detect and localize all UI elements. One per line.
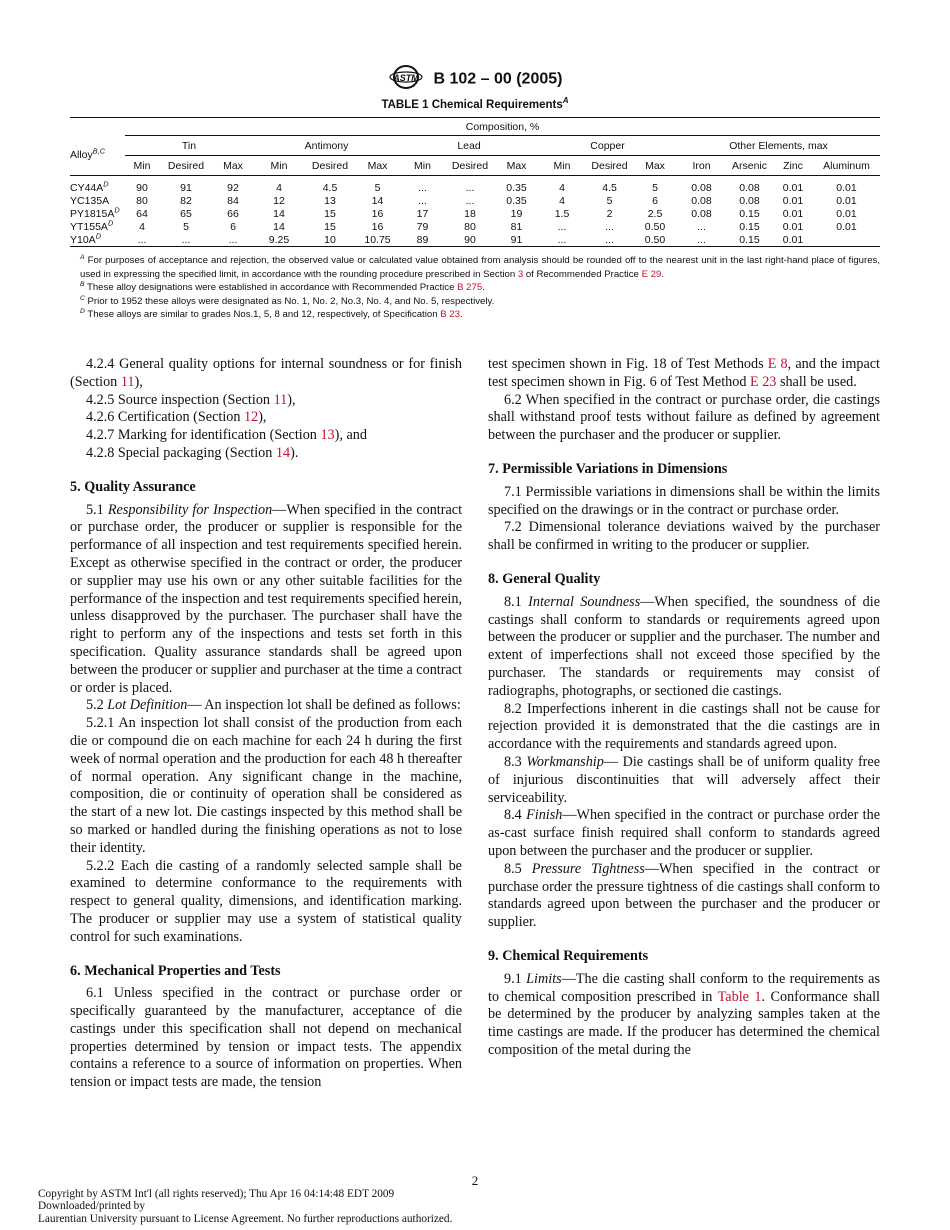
value-cell: ... [605, 221, 614, 233]
e23-link[interactable]: E 23 [749, 373, 777, 390]
para-5-2-1: 5.2.1 An inspection lot shall consist of the production from each die or compound die on each machine for each 24 h during the first week of normal operation and the production for each 48 h thereafter of normal operation. Any significant change in the machine, composition, die or continuity of operation shall be considered as the start of a new lot. Die castings inspected by this method shall be so marked or handled during the finishing operations as not to lose their identity. [70, 715, 462, 856]
value-cell: 0.01 [782, 195, 804, 207]
subheader-cell: Iron [692, 159, 711, 172]
subheader-cell: Arsenic [731, 159, 767, 172]
para-4-2-4: 4.2.4 General quality options for internal soundness or for finish (Section 11), [70, 356, 462, 390]
para-8-1: 8.1 Internal Soundness—When specified, the soundness of die castings shall conform to standards or requirements agreed upon between the producer or supplier and the purchaser. The number and extent of imperfections shall not exceed those specified by the purchaser. The standards or requirements may consist of radiographs, photographs, or sectioned die castings. [488, 593, 880, 699]
alloy-cell [70, 231, 125, 247]
value-cell: ... [418, 195, 427, 207]
value-cell: ... [557, 233, 567, 246]
para-6-1-continued: test specimen shown in Fig. 18 of Test Methods E 8, and the impact test specimen shown in Fig. 6 of Test Method E 23 shall be used. [488, 356, 880, 390]
value-cell: 0.35 [506, 182, 527, 195]
para-9-1: 9.1 Limits—The die casting shall conform to the requirements as to chemical composition prescribed in Table 1. Conformance shall be determined by the producer by analyzing samples taken at the time castings are made. If the producer has determined the chemical composition of the metal during the [488, 970, 881, 1058]
composition-header: Composition, % [125, 118, 880, 136]
value-cell: 5 [374, 182, 381, 195]
subheader-cell: Max [367, 159, 388, 172]
subheader-cell: Min [414, 159, 431, 172]
value-cell: 0.08 [691, 195, 712, 207]
para-8-2: 8.2 Imperfections inherent in die castings shall not be cause for rejection provided it is demonstrated that the die castings are in accordance with the requirements and standards agreed upon. [488, 700, 880, 753]
para-4-2-8: 4.2.8 Special packaging (Section 14). [86, 444, 299, 461]
value-cell: ... [697, 221, 706, 233]
svg-text:ASTM: ASTM [392, 73, 419, 83]
heading-chemical-requirements: 9. Chemical Requirements [488, 947, 649, 964]
value-cell: 0.35 [506, 195, 527, 207]
group-antimony: Antimony [253, 136, 400, 156]
value-cell: 18 [464, 208, 476, 220]
subheader-cell: Desired [311, 159, 349, 172]
page-header [0, 64, 950, 95]
subheader-cell: Max [223, 159, 243, 172]
value-cell: 12 [273, 195, 285, 207]
alloy-name: Y10A [70, 233, 96, 246]
e8-link[interactable]: E 8 [767, 356, 788, 372]
table-row [70, 234, 880, 247]
value-cell: 0.08 [739, 182, 760, 195]
value-cell: 0.01 [836, 208, 857, 220]
para-4-2-7: 4.2.7 Marking for identification (Section 13), and [86, 427, 367, 444]
subheader-cell: Desired [591, 159, 628, 172]
value-cell: ... [137, 233, 147, 246]
subheader-cell: Aluminum [823, 159, 870, 172]
alloy-cell [70, 205, 125, 221]
value-cell: 0.01 [836, 182, 857, 195]
alloy-name: PY1815A [70, 208, 115, 220]
value-cell: 0.01 [836, 195, 857, 207]
value-cell: 0.01 [782, 182, 804, 195]
value-cell: 91 [180, 182, 192, 195]
heading-quality-assurance: 5. Quality Assurance [70, 478, 196, 495]
download-line: Downloaded/printed by [38, 1200, 145, 1213]
value-cell: 89 [416, 233, 429, 246]
value-cell: 5 [652, 182, 658, 195]
value-cell: 1.5 [554, 208, 570, 220]
subheader-cell: Max [645, 159, 665, 172]
value-cell: 91 [510, 233, 523, 246]
value-cell: 4 [559, 182, 565, 195]
value-cell: 0.15 [739, 233, 760, 246]
value-cell: 92 [227, 182, 239, 195]
value-cell: 16 [371, 221, 384, 233]
value-cell: 10.75 [364, 233, 391, 246]
value-cell: ... [465, 195, 475, 207]
para-8-4: 8.4 Finish—When specified in the contract or purchase order the as-cast surface finish required shall conform to standards agreed upon between the purchaser and the producer or supplier. [488, 807, 880, 859]
value-cell: 15 [324, 208, 336, 220]
license-line: Laurentian University pursuant to License Agreement. No further reproductions authorized. [38, 1212, 453, 1225]
section-11-link[interactable]: 11 [120, 373, 135, 390]
footnote-c: $^C$ Prior to 1952 these alloys were designated as No. 1, No. 2, No.3, No. 4, and No. 5, respectively. [80, 294, 495, 307]
para-4-2-6: 4.2.6 Certification (Section 12), [86, 409, 267, 426]
section-13-link[interactable]: 13 [320, 427, 335, 444]
para-7-2: 7.2 Dimensional tolerance deviations waived by the purchaser shall be confirmed in writing to the producer or supplier. [488, 519, 880, 554]
value-cell: 6 [230, 221, 236, 233]
table-row [70, 176, 880, 195]
value-cell: ... [418, 182, 427, 195]
value-cell: 82 [180, 195, 192, 207]
value-cell: 90 [136, 182, 148, 195]
page-number: 2 [471, 1173, 479, 1188]
value-cell: 81 [510, 221, 523, 233]
para-8-5: 8.5 Pressure Tightness—When specified in the contract or purchase order the pressure tightness of die castings shall conform to standards agreed upon between the purchaser and the producer or supplier. [488, 860, 880, 931]
value-cell: 5 [183, 221, 189, 233]
standard-designation: B 102 – 00 (2005) [433, 70, 563, 88]
value-cell: 0.01 [782, 233, 804, 246]
value-cell: ... [557, 221, 567, 233]
copyright-line: Copyright by ASTM Int'l (all rights reserved); Thu Apr 16 04:14:48 EDT 2009 [38, 1188, 395, 1200]
value-cell: 14 [273, 208, 285, 220]
value-cell: 90 [464, 233, 476, 246]
group-other-elements: Other Elements, max [677, 136, 880, 156]
alloy-name: YT155A [70, 221, 108, 233]
value-cell: 65 [180, 208, 192, 220]
value-cell: ... [465, 182, 475, 195]
value-cell: 0.15 [739, 208, 760, 220]
chemical-requirements-table [70, 117, 880, 247]
section-14-link[interactable]: 14 [275, 444, 291, 461]
value-cell: 6 [652, 195, 658, 207]
footnote-a: $^A$ For purposes of acceptance and rejection, the observed value or calculated value obtained from analysis should be rounded off to the nearest unit in the last right-hand place of figures, used in expressing the specified limit, in accordance with the rounding procedure prescribed in Section 3 of Recommended Practice E 29. [80, 253, 880, 280]
value-cell: 0.15 [739, 221, 760, 233]
subheader-cell: Min [553, 159, 571, 172]
footnote-b: $^B$ These alloy designations were established in accordance with Recommended Practice B 275. [80, 281, 485, 294]
alloy-footnote-marker: D [107, 218, 114, 228]
value-cell: 16 [371, 208, 384, 220]
para-4-2-5: 4.2.5 Source inspection (Section 11), [86, 391, 296, 408]
para-6-2: 6.2 When specified in the contract or purchase order, die castings shall withstand proof tests without failure as defined by agreement between the purchaser and the producer or supplier. [488, 391, 880, 444]
para-6-1: 6.1 Unless specified in the contract or purchase order or specifically guaranteed by the manufacturer, acceptance of die castings under this specification shall not depend on mechanical properties determined by tension or impact tests. The appendix contains a reference to a source of information on properties. When tension or impact tests are made, the tension [70, 985, 462, 1091]
table-row [70, 221, 880, 234]
table-row [70, 195, 880, 208]
b275-link[interactable]: B 275 [457, 282, 483, 294]
value-cell: 4 [559, 195, 565, 207]
value-cell: 0.01 [782, 208, 804, 220]
heading-general-quality: 8. General Quality [488, 570, 601, 587]
value-cell: 10 [324, 233, 336, 246]
alloy-header: Alloy$^{B,C}$ [70, 136, 125, 176]
alloy-footnote-marker: D [95, 231, 101, 241]
value-cell: 15 [324, 221, 336, 233]
value-cell: 2 [606, 208, 613, 220]
value-cell: 14 [371, 195, 384, 207]
value-cell: 14 [273, 221, 285, 233]
table-footnotes [70, 254, 880, 322]
group-tin: Tin [125, 136, 253, 156]
value-cell: 4.5 [602, 182, 617, 195]
e29-link[interactable]: E 29 [641, 268, 662, 280]
group-copper: Copper [538, 136, 677, 156]
footnote-d: $^D$ These alloys are similar to grades Nos.1, 5, 8 and 12, respectively, of Specification B 23. [80, 308, 463, 321]
b23-link[interactable]: B 23 [440, 309, 460, 321]
astm-logo-icon [388, 64, 424, 95]
para-5-2: 5.2 Lot Definition— An inspection lot shall be defined as follows: [86, 697, 461, 714]
value-cell: 4 [276, 182, 282, 195]
value-cell: 19 [510, 208, 523, 220]
value-cell: 66 [227, 208, 239, 220]
value-cell: ... [605, 233, 614, 246]
value-cell: 79 [416, 221, 429, 233]
value-cell: 0.08 [691, 208, 712, 220]
value-cell: 5 [606, 195, 613, 207]
alloy-name: YC135A [70, 195, 110, 207]
left-column [70, 356, 462, 1092]
value-cell: 0.08 [691, 182, 712, 195]
value-cell: 0.50 [644, 233, 666, 246]
value-cell: 13 [324, 195, 336, 207]
para-5-2-2: 5.2.2 Each die casting of a randomly selected sample shall be examined to determine conformance to the requirements with respect to general quality, dimensions, and identification marking. The producer or supplier may use a system of statistical quality control for such examinations. [70, 857, 462, 945]
value-cell [813, 234, 880, 247]
para-5-1: 5.1 Responsibility for Inspection—When specified in the contract or purchase order, the producer or supplier is responsible for the performance of all inspection and test requirements specified herein. Except as otherwise specified in the contract or order, the producer or supplier may use his own or any other suitable facilities for the performance of the inspection and test requirements specified herein, unless disapproved by the purchaser. The purchaser shall have the right to perform any of the inspections and tests set forth in this specification. Quality assurance standards shall be agreed upon between the producer or supplier and purchaser at the time a contract or order is placed. [70, 501, 463, 696]
para-8-3: 8.3 Workmanship— Die castings shall be of uniform quality free of injurious discontinuities that will adversely affect their serviceability. [488, 753, 880, 806]
alloy-footnote-marker: D [103, 179, 109, 189]
value-cell: 0.01 [836, 221, 857, 233]
copyright-notice [38, 1188, 452, 1225]
value-cell: 80 [464, 221, 476, 233]
value-cell: 9.25 [268, 233, 290, 246]
subheader-cell: Min [133, 159, 151, 172]
section-3-link[interactable]: 3 [517, 268, 524, 280]
subheader-cell: Min [270, 159, 288, 172]
heading-mechanical-properties: 6. Mechanical Properties and Tests [70, 962, 281, 979]
value-cell: 80 [136, 195, 148, 207]
table-1-link[interactable]: Table 1 [717, 988, 762, 1005]
value-cell: 84 [227, 195, 239, 207]
section-12-link[interactable]: 12 [244, 409, 259, 426]
value-cell: 4.5 [322, 182, 338, 195]
value-cell: 64 [136, 208, 148, 220]
alloy-footnote-marker: D [114, 205, 120, 215]
table-row [70, 208, 880, 221]
table-title: TABLE 1 Chemical Requirements$^A$ [381, 96, 569, 111]
subheader-cell: Desired [451, 159, 489, 172]
alloy-name: CY44A [70, 182, 104, 195]
para-7-1: 7.1 Permissible variations in dimensions shall be within the limits specified on the drawings or in the contract or purchase order. [488, 483, 880, 518]
value-cell: 0.50 [644, 221, 666, 233]
subheader-cell: Zinc [783, 159, 803, 172]
right-column [488, 356, 880, 1060]
value-cell: 2.5 [647, 208, 663, 220]
heading-permissible-variations: 7. Permissible Variations in Dimensions [488, 460, 728, 477]
value-cell: 0.01 [782, 221, 804, 233]
value-cell: ... [181, 233, 191, 246]
value-cell: 4 [139, 221, 145, 233]
subheader-cell: Max [506, 159, 527, 172]
value-cell: ... [697, 233, 706, 246]
value-cell: 0.08 [739, 195, 760, 207]
section-11-link-2[interactable]: 11 [273, 391, 288, 408]
value-cell: ... [228, 233, 238, 246]
alloy-cell [70, 176, 125, 195]
value-cell: 17 [416, 208, 429, 220]
group-lead: Lead [400, 136, 538, 156]
subheader-cell: Desired [167, 159, 205, 172]
